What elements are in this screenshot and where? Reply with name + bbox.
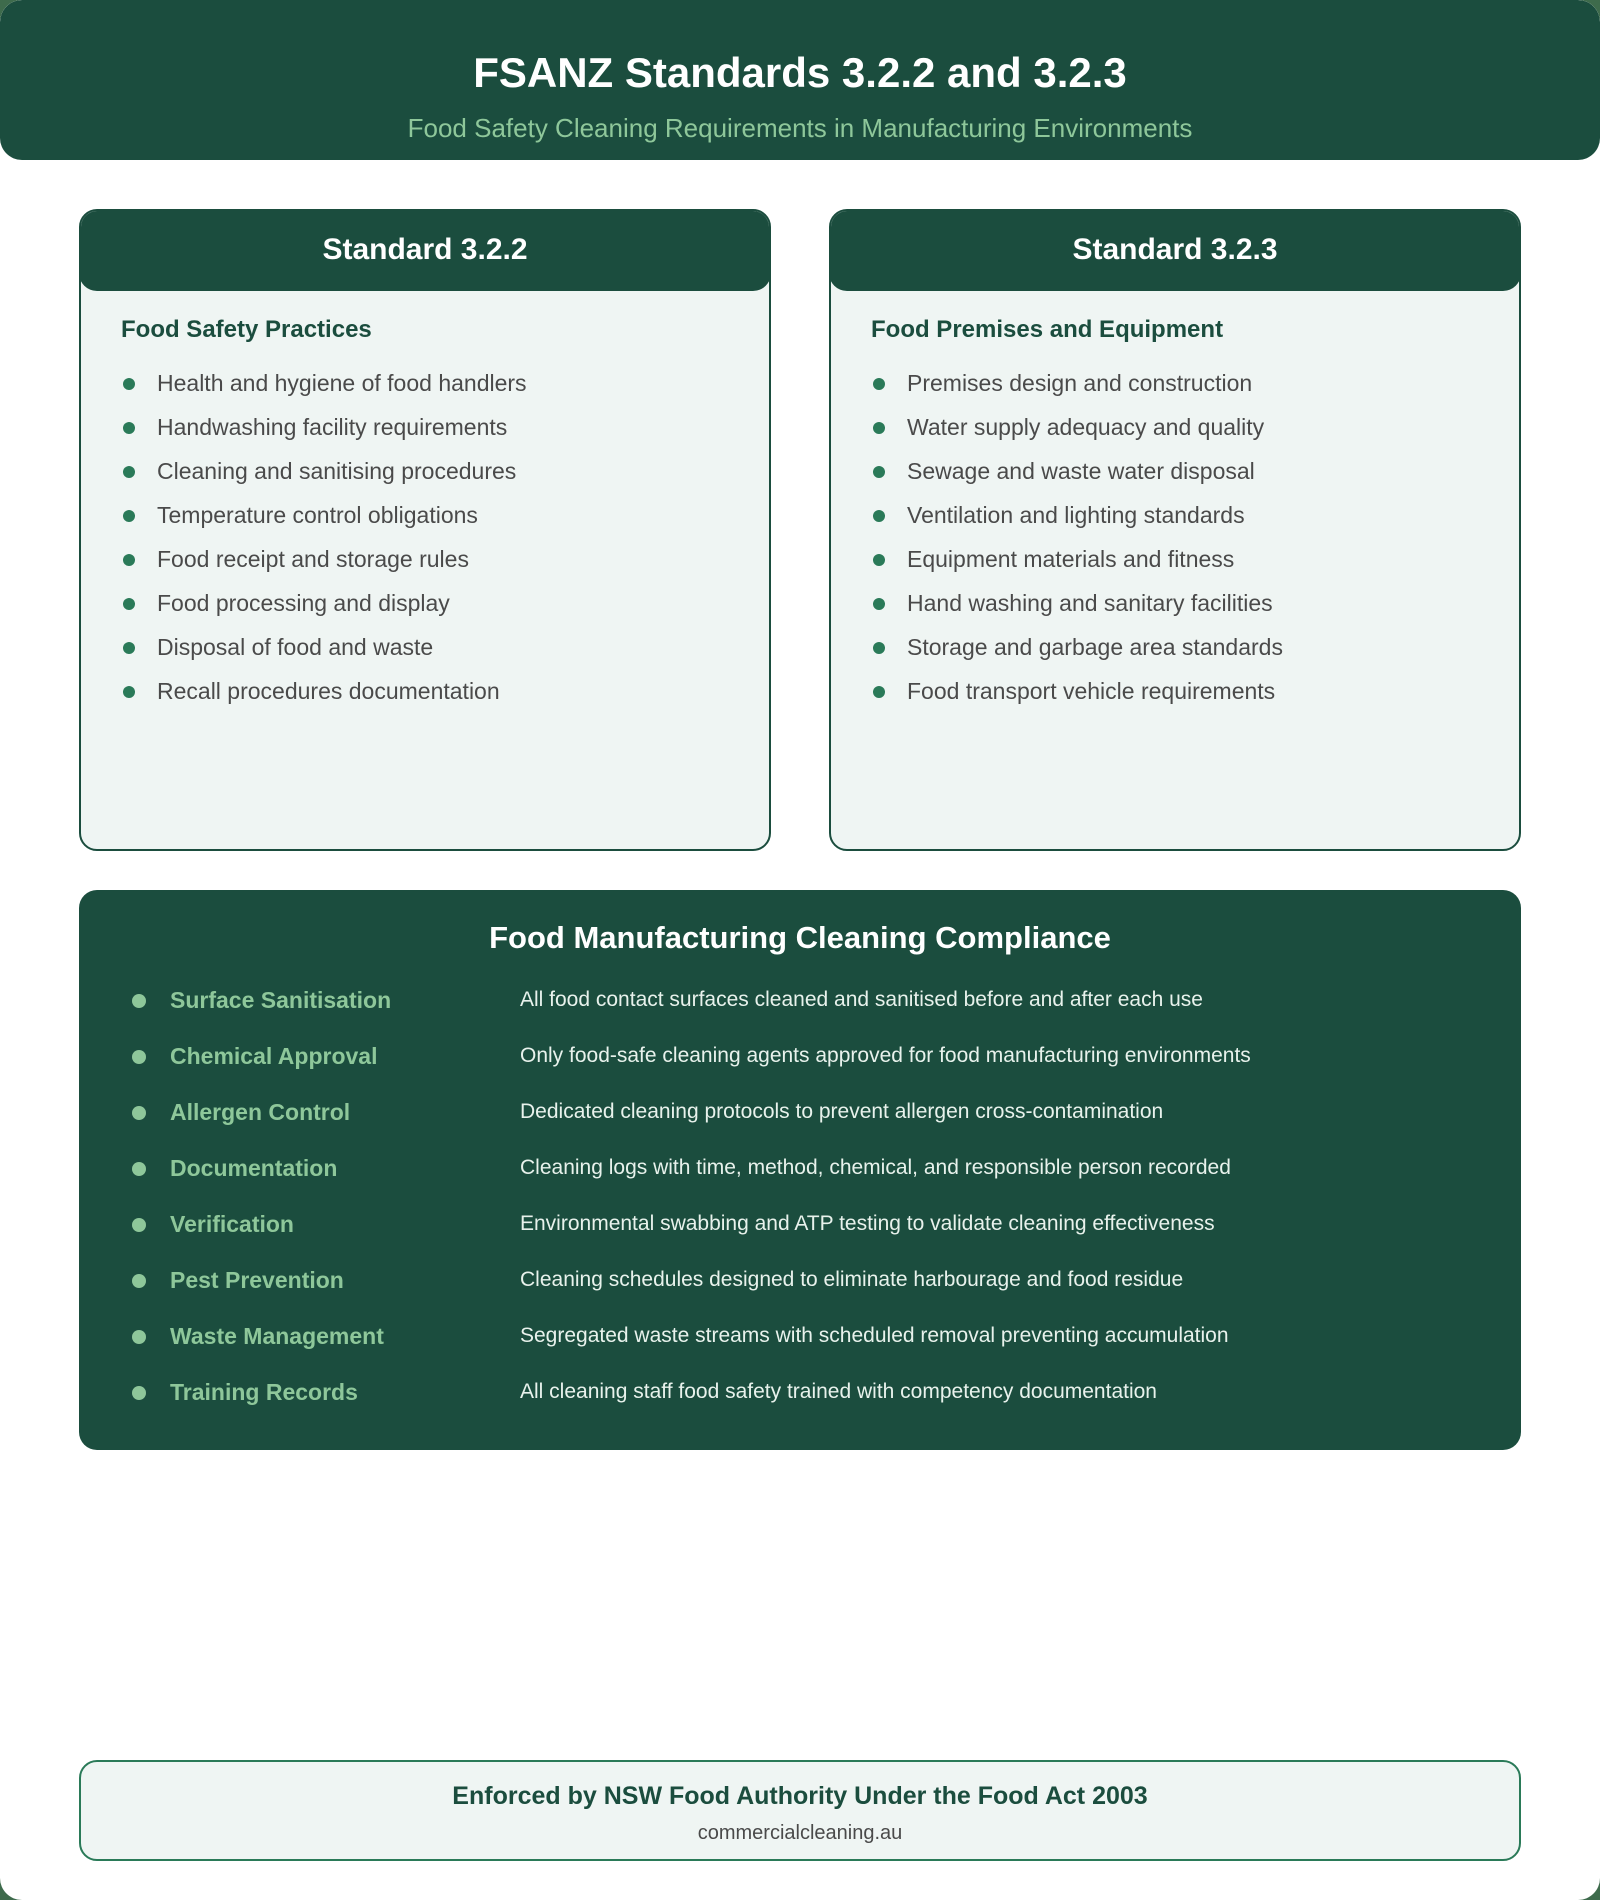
bullet-icon	[132, 1106, 146, 1120]
bullet-icon	[132, 1274, 146, 1288]
bullet-icon	[132, 1218, 146, 1232]
list-item	[123, 361, 527, 405]
compliance-label: Chemical Approval	[170, 1043, 378, 1069]
bullet-icon	[123, 686, 135, 698]
bullet-icon	[873, 686, 885, 698]
bullet-icon	[123, 510, 135, 522]
list-item-text: Food transport vehicle requirements	[907, 678, 1276, 704]
list-item-text: Storage and garbage area standards	[907, 634, 1283, 660]
list-item	[123, 625, 527, 669]
standard-card-title: Standard 3.2.3	[829, 209, 1521, 291]
list-item-text: Sewage and waste water disposal	[907, 458, 1255, 484]
page-header	[0, 0, 1600, 160]
bullet-icon	[123, 642, 135, 654]
compliance-label: Verification	[170, 1211, 294, 1237]
bullet-icon	[132, 1050, 146, 1064]
compliance-label: Allergen Control	[170, 1099, 351, 1125]
compliance-row	[79, 1204, 1521, 1244]
list-item-text: Ventilation and lighting standards	[907, 502, 1245, 528]
list-item-text: Equipment materials and fitness	[907, 546, 1235, 572]
list-item	[873, 581, 1283, 625]
standard-card-3-2-3	[829, 209, 1521, 851]
list-item	[123, 405, 527, 449]
bullet-icon	[873, 378, 885, 390]
list-item	[873, 361, 1283, 405]
bullet-icon	[123, 466, 135, 478]
compliance-label: Training Records	[170, 1379, 358, 1405]
compliance-description: Cleaning schedules designed to eliminate harbourage and food residue	[520, 1268, 1184, 1291]
bullet-icon	[873, 554, 885, 566]
bullet-icon	[123, 598, 135, 610]
list-item-text: Food receipt and storage rules	[157, 546, 469, 572]
list-item-text: Food processing and display	[157, 590, 450, 616]
list-item-text: Temperature control obligations	[157, 502, 478, 528]
compliance-row	[79, 1260, 1521, 1300]
bullet-icon	[123, 378, 135, 390]
list-item-text: Disposal of food and waste	[157, 634, 434, 660]
compliance-description: Segregated waste streams with scheduled removal preventing accumulation	[520, 1324, 1229, 1347]
list-item-text: Handwashing facility requirements	[157, 414, 508, 440]
standard-card-subtitle: Food Premises and Equipment	[871, 316, 1224, 343]
compliance-row	[79, 1316, 1521, 1356]
bullet-icon	[123, 554, 135, 566]
compliance-description: Dedicated cleaning protocols to prevent allergen cross-contamination	[520, 1100, 1164, 1123]
compliance-panel	[79, 890, 1521, 1450]
bullet-icon	[132, 1330, 146, 1344]
list-item	[873, 493, 1283, 537]
bullet-icon	[873, 598, 885, 610]
compliance-description: Environmental swabbing and ATP testing to validate cleaning effectiveness	[520, 1212, 1215, 1235]
compliance-label: Documentation	[170, 1155, 338, 1181]
list-item	[123, 669, 527, 713]
list-item-text: Cleaning and sanitising procedures	[157, 458, 517, 484]
footer-website-link[interactable]: commercialcleaning.au	[697, 1822, 903, 1844]
compliance-title: Food Manufacturing Cleaning Compliance	[489, 920, 1111, 955]
bullet-icon	[132, 994, 146, 1008]
list-item	[873, 449, 1283, 493]
list-item	[873, 537, 1283, 581]
compliance-description: All cleaning staff food safety trained with competency documentation	[520, 1380, 1157, 1403]
compliance-label: Pest Prevention	[170, 1267, 344, 1293]
compliance-row	[79, 1092, 1521, 1132]
list-item	[123, 449, 527, 493]
bullet-icon	[132, 1386, 146, 1400]
list-item	[873, 669, 1283, 713]
bullet-icon	[873, 642, 885, 654]
standard-item-list	[123, 361, 527, 713]
list-item-text: Water supply adequacy and quality	[907, 414, 1265, 440]
list-item	[123, 493, 527, 537]
bullet-icon	[123, 422, 135, 434]
compliance-description: Only food-safe cleaning agents approved for food manufacturing environments	[520, 1044, 1251, 1067]
standard-card-3-2-2	[79, 209, 771, 851]
compliance-row	[79, 1148, 1521, 1188]
standard-card-subtitle: Food Safety Practices	[121, 316, 372, 343]
list-item	[123, 581, 527, 625]
compliance-row	[79, 980, 1521, 1020]
standard-card-title: Standard 3.2.2	[79, 209, 771, 291]
compliance-description: All food contact surfaces cleaned and sanitised before and after each use	[520, 988, 1203, 1011]
list-item-text: Recall procedures documentation	[157, 678, 500, 704]
bullet-icon	[873, 466, 885, 478]
bullet-icon	[132, 1162, 146, 1176]
list-item	[873, 405, 1283, 449]
compliance-row	[79, 1372, 1521, 1412]
page-title: FSANZ Standards 3.2.2 and 3.2.3	[473, 49, 1127, 96]
list-item-text: Health and hygiene of food handlers	[157, 370, 527, 396]
bullet-icon	[873, 422, 885, 434]
compliance-row	[79, 1036, 1521, 1076]
compliance-description: Cleaning logs with time, method, chemical, and responsible person recorded	[520, 1156, 1231, 1179]
footer-title: Enforced by NSW Food Authority Under the Food Act 2003	[452, 1782, 1148, 1810]
list-item	[123, 537, 527, 581]
compliance-label: Waste Management	[170, 1323, 384, 1349]
page-subtitle: Food Safety Cleaning Requirements in Manufacturing Environments	[407, 113, 1193, 143]
compliance-label: Surface Sanitisation	[170, 987, 392, 1013]
standard-item-list	[873, 361, 1283, 713]
bullet-icon	[873, 510, 885, 522]
list-item-text: Hand washing and sanitary facilities	[907, 590, 1273, 616]
list-item-text: Premises design and construction	[907, 370, 1253, 396]
footer-box	[79, 1760, 1521, 1861]
list-item	[873, 625, 1283, 669]
